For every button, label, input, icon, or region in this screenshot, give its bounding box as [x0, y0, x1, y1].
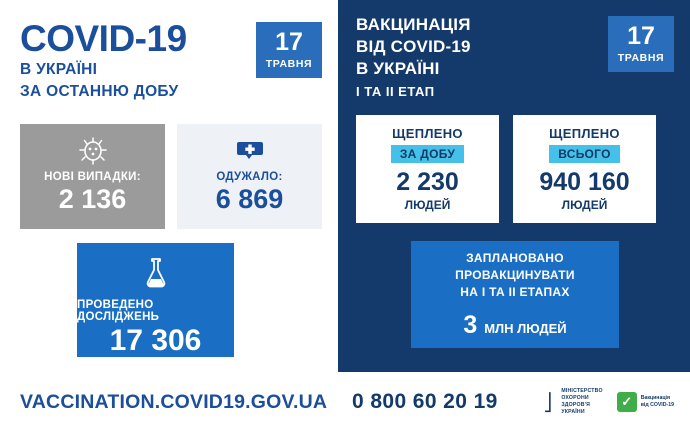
ministry-logo	[539, 388, 602, 416]
check-mark-icon: ✓	[617, 392, 637, 412]
plan-line2: ПРОВАКЦИНУВАТИ	[455, 267, 575, 282]
vaccination-logo-text: Вакцинація від COVID-19	[640, 394, 674, 408]
left-date-badge	[256, 22, 322, 78]
hotline-phone: 0 800 60 20 19	[352, 390, 498, 413]
left-date-month: ТРАВНЯ	[265, 58, 313, 70]
footer-bar	[0, 372, 690, 432]
right-header	[356, 14, 674, 101]
plan-line3: НА I ТА II ЕТАПАХ	[460, 285, 570, 300]
vaccination-card-chip: ВСЬОГО	[549, 145, 619, 163]
vaccination-card-value: 940 160	[539, 168, 630, 197]
vaccination-card-chip: ЗА ДОБУ	[391, 145, 464, 163]
right-panel-vaccination	[338, 0, 690, 372]
stat-card-caption: ПРОВЕДЕНО ДОСЛІДЖЕНЬ	[77, 298, 160, 323]
vaccination-card-total	[513, 115, 656, 223]
website-link[interactable]: VACCINATION.COVID19.GOV.UA	[20, 390, 328, 413]
right-date-day: 17	[627, 22, 655, 50]
virus-icon	[76, 133, 110, 167]
right-date-badge	[608, 16, 674, 72]
vaccination-card-label: ЩЕПЛЕНО	[549, 126, 620, 142]
hospital-cross-icon	[233, 133, 267, 167]
page-title: COVID-19	[20, 18, 187, 59]
flask-icon	[138, 253, 174, 293]
vaccination-card-unit: ЛЮДЕЙ	[561, 198, 608, 213]
stat-card-new-cases	[20, 124, 165, 229]
left-subtitle-line1: В УКРАЇНІ	[20, 61, 98, 78]
ministry-logo-text: МІНІСТЕРСТВО ОХОРОНИ ЗДОРОВ'Я УКРАЇНИ	[561, 387, 603, 416]
right-title-line4: I ТА II ЕТАП	[356, 84, 435, 100]
right-title-line1: ВАКЦИНАЦІЯ	[356, 15, 471, 34]
plan-line1: ЗАПЛАНОВАНО	[466, 250, 564, 265]
stat-card-recovered	[177, 124, 322, 229]
left-panel-covid-stats	[0, 0, 338, 372]
plan-value-row	[463, 311, 566, 340]
right-title-block	[356, 14, 471, 101]
footer-logos	[539, 388, 674, 416]
left-date-day: 17	[275, 28, 303, 56]
stat-card-value: 2 136	[58, 183, 127, 214]
plan-unit: МЛН ЛЮДЕЙ	[484, 320, 567, 336]
left-header	[20, 16, 322, 102]
right-date-month: ТРАВНЯ	[617, 52, 665, 64]
vaccination-card-daily	[356, 115, 499, 223]
vaccination-card-value: 2 230	[396, 168, 459, 197]
stat-card-tests	[77, 243, 234, 357]
left-subtitle-line2: ЗА ОСТАННЮ ДОБУ	[20, 83, 179, 101]
left-stat-cards	[20, 124, 322, 229]
stat-card-caption: НОВІ ВИПАДКИ:	[44, 170, 141, 183]
stat-card-value: 6 869	[215, 183, 284, 214]
right-title-line2: ВІД COVID-19	[356, 37, 471, 57]
vaccination-logo	[617, 392, 674, 412]
plan-value: 3	[463, 310, 478, 339]
trident-emblem-icon: ⎦	[543, 392, 553, 412]
vaccination-card-unit: ЛЮДЕЙ	[404, 198, 451, 213]
stat-card-caption: ОДУЖАЛО:	[216, 170, 283, 183]
vaccination-plan-card	[411, 241, 619, 348]
right-title-line3: В УКРАЇНІ	[356, 59, 440, 79]
left-title-block	[20, 16, 187, 102]
vaccination-card-label: ЩЕПЛЕНО	[392, 126, 463, 142]
vaccination-cards	[356, 115, 674, 223]
stat-card-value: 17 306	[109, 323, 202, 357]
